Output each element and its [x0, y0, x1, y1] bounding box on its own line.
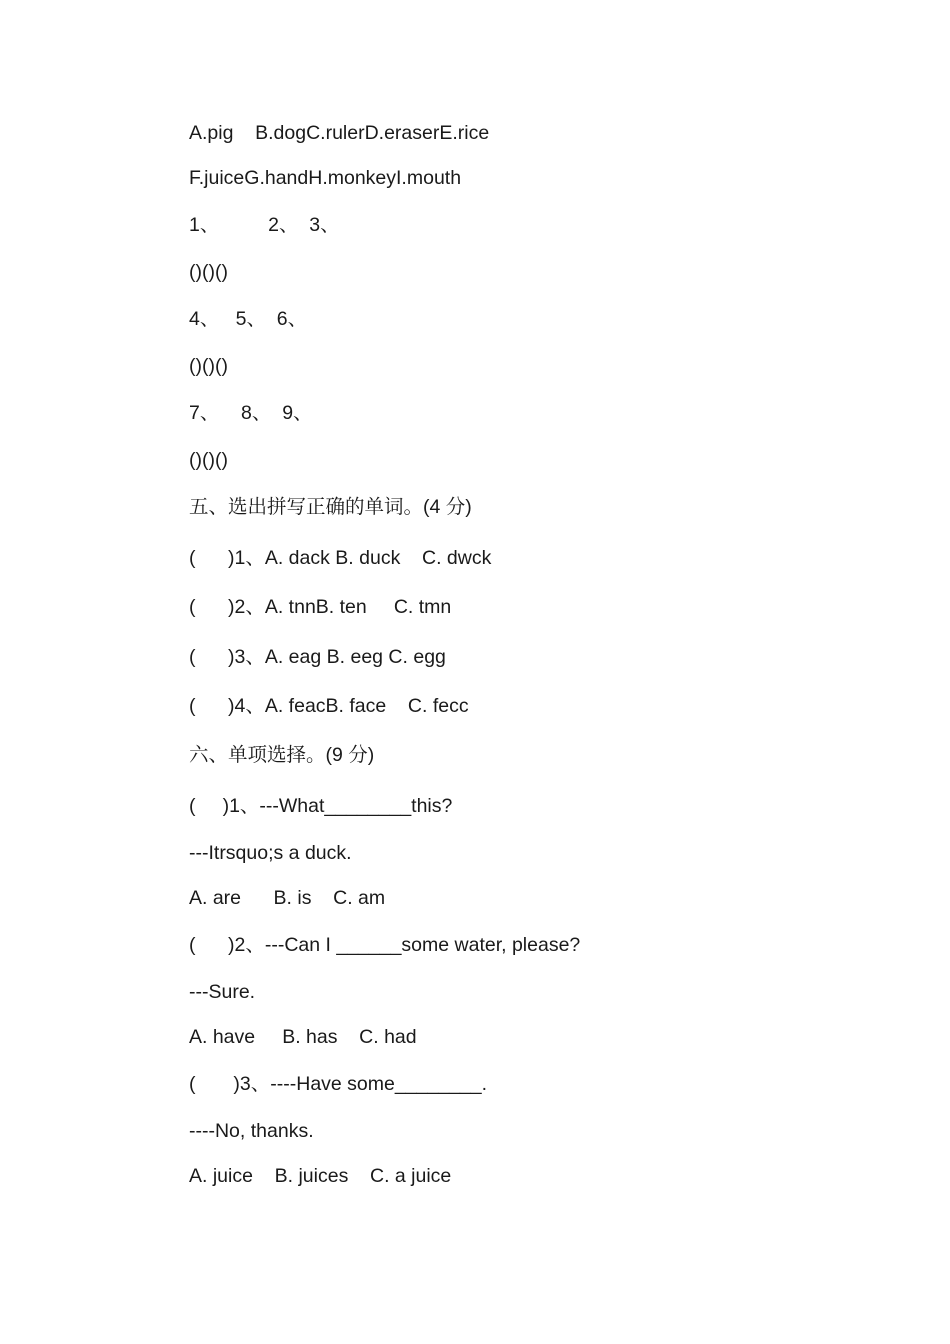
spelling-question-2: ( )2、A. tnnB. ten C. tmn — [189, 596, 452, 618]
choice-question-2: ( )2、---Can I ______some water, please? — [189, 934, 581, 956]
choice-question-2-answer: ---Sure. — [189, 981, 256, 1003]
answer-blanks-row-2: ()()() — [189, 355, 228, 377]
answer-blanks-row-3: ()()() — [189, 449, 228, 471]
choice-question-3: ( )3、----Have some________. — [189, 1073, 488, 1095]
choice-question-1-options: A. are B. is C. am — [189, 887, 386, 909]
spelling-question-3: ( )3、A. eag B. eeg C. egg — [189, 646, 446, 668]
choice-question-1-answer: ---Itrsquo;s a duck. — [189, 842, 352, 864]
picture-numbers-row-3: 7、 8、 9、 — [189, 402, 313, 424]
word-options-line-2: F.juiceG.handH.monkeyI.mouth — [189, 167, 462, 189]
answer-blanks-row-1: ()()() — [189, 261, 228, 283]
word-options-line-1: A.pig B.dogC.rulerD.eraserE.rice — [189, 122, 490, 144]
spelling-question-4: ( )4、A. feacB. face C. fecc — [189, 695, 469, 717]
spelling-question-1: ( )1、A. dack B. duck C. dwck — [189, 547, 492, 569]
choice-question-2-options: A. have B. has C. had — [189, 1026, 417, 1048]
choice-question-3-options: A. juice B. juices C. a juice — [189, 1165, 452, 1187]
picture-numbers-row-1: 1、 2、 3、 — [189, 214, 340, 236]
choice-question-3-answer: ----No, thanks. — [189, 1120, 314, 1142]
choice-question-1: ( )1、---What________this? — [189, 795, 453, 817]
section-6-heading: 六、单项选择。(9 分) — [189, 744, 375, 766]
section-5-heading: 五、选出拼写正确的单词。(4 分) — [189, 496, 472, 518]
picture-numbers-row-2: 4、 5、 6、 — [189, 308, 308, 330]
